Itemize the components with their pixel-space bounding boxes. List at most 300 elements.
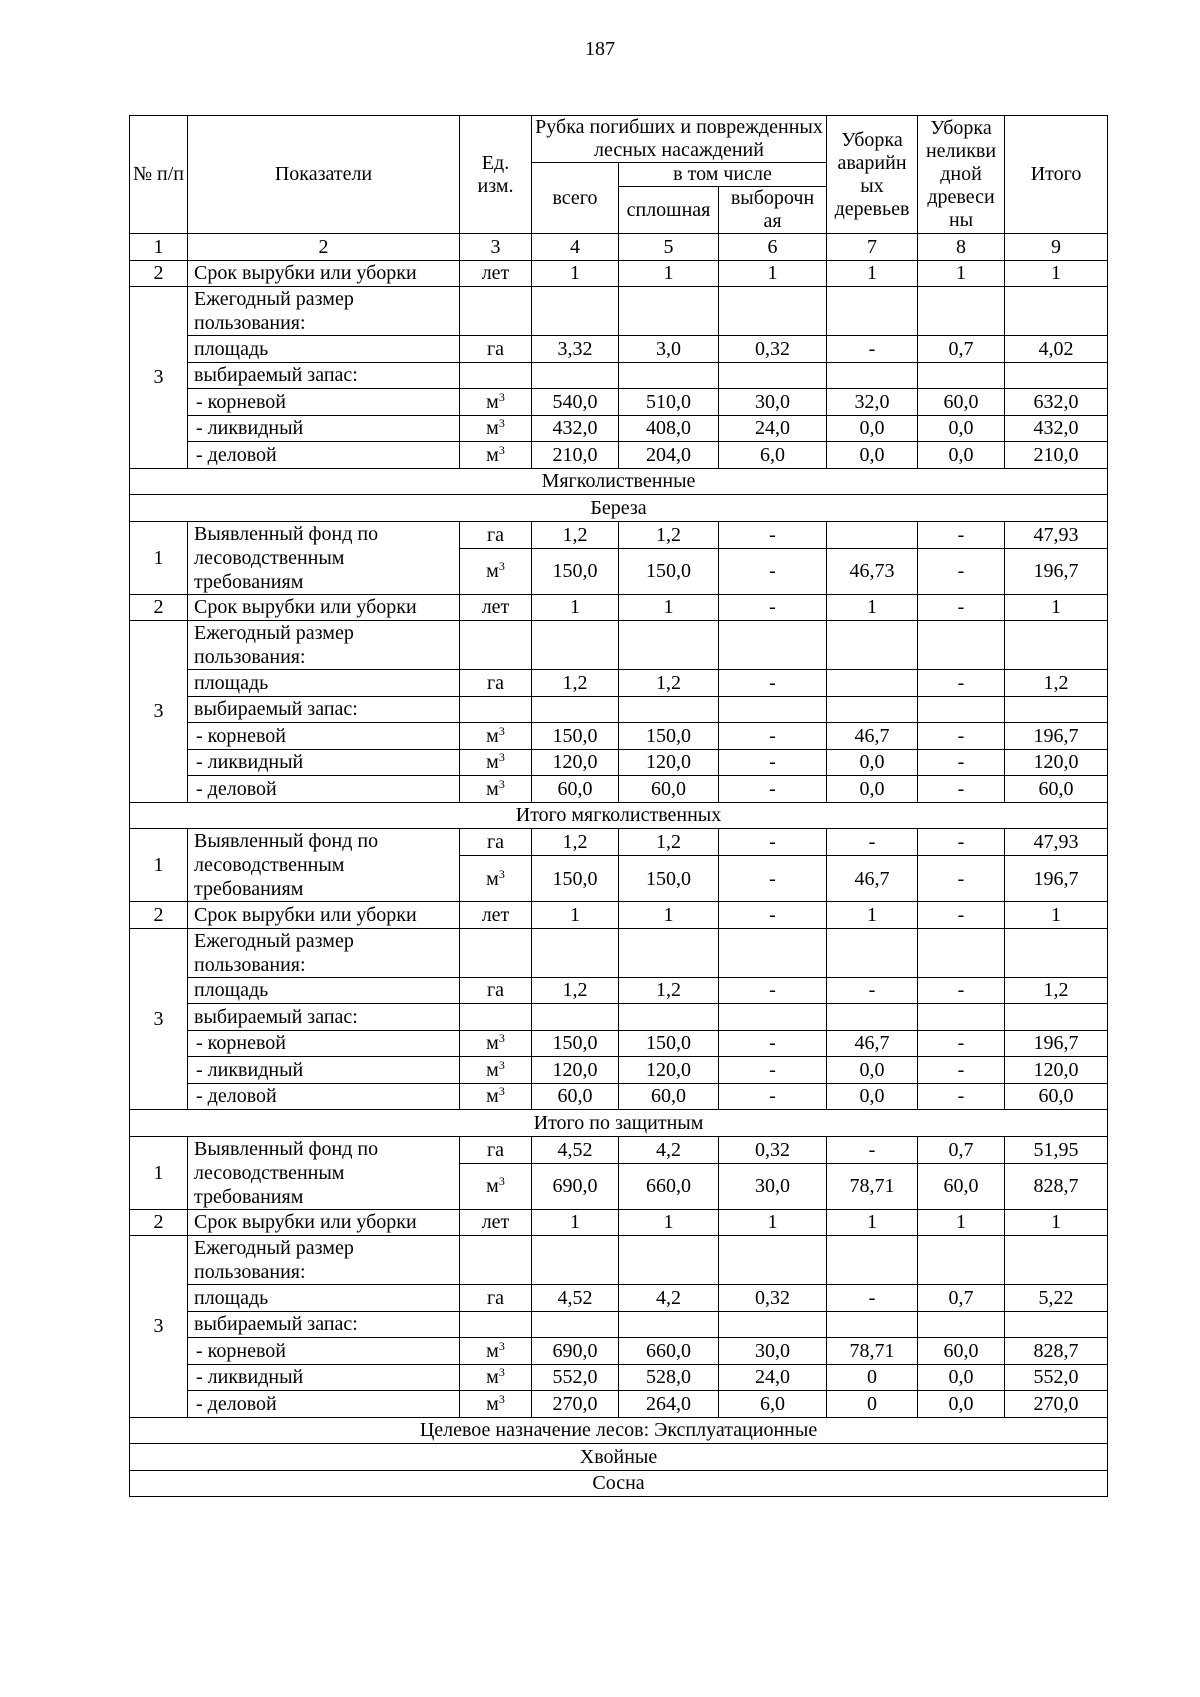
value-cell: 3,0	[619, 336, 719, 363]
row-label: выбираемый запас:	[188, 696, 460, 723]
unit-cell	[460, 776, 532, 803]
value-cell: -	[719, 521, 827, 548]
value-cell: 6,0	[719, 1391, 827, 1418]
column-number: 1	[130, 234, 188, 261]
unit-cell: га	[460, 1285, 532, 1312]
section-row	[130, 1417, 1108, 1444]
row-label: Выявленный фонд по лесоводственным требованиям	[188, 521, 460, 594]
section-title: Мягколиственные	[130, 468, 1108, 495]
row-number: 2	[130, 1209, 188, 1236]
unit-cube: 3	[498, 1057, 505, 1072]
value-cell: 46,7	[827, 856, 918, 902]
value-cell: -	[918, 594, 1005, 621]
value-cell: 210,0	[1005, 442, 1108, 469]
value-cell: 0,0	[827, 749, 918, 776]
row-label: - корневой	[188, 723, 460, 750]
value-cell: 60,0	[918, 389, 1005, 416]
value-cell: 1	[619, 1209, 719, 1236]
section-title: Целевое назначение лесов: Эксплуатационные	[130, 1417, 1108, 1444]
value-cell	[619, 1311, 719, 1338]
table-row	[130, 442, 1108, 469]
value-cell	[532, 287, 619, 336]
value-cell	[1005, 287, 1108, 336]
unit-cell: га	[460, 1136, 532, 1163]
value-cell: 60,0	[532, 1083, 619, 1110]
row-label: выбираемый запас:	[188, 1004, 460, 1031]
row-label: площадь	[188, 336, 460, 363]
value-cell: 690,0	[532, 1338, 619, 1365]
header-num: № п/п	[130, 116, 188, 234]
value-cell: 120,0	[619, 749, 719, 776]
table-row	[130, 1285, 1108, 1312]
value-cell: 1	[619, 902, 719, 929]
table-row	[130, 1391, 1108, 1418]
value-cell: 264,0	[619, 1391, 719, 1418]
unit-cell	[460, 621, 532, 670]
value-cell: 60,0	[532, 776, 619, 803]
value-cell: 46,73	[827, 548, 918, 594]
value-cell: -	[918, 670, 1005, 697]
value-cell: 24,0	[719, 415, 827, 442]
unit-cell: га	[460, 336, 532, 363]
value-cell: 1	[719, 1209, 827, 1236]
section-row	[130, 1110, 1108, 1137]
row-number: 2	[130, 594, 188, 621]
value-cell: -	[918, 977, 1005, 1004]
value-cell: 30,0	[719, 389, 827, 416]
value-cell: 1	[1005, 594, 1108, 621]
value-cell: 60,0	[918, 1163, 1005, 1209]
row-label: Ежегодный размер пользования:	[188, 287, 460, 336]
value-cell: 1	[1005, 260, 1108, 287]
value-cell	[719, 621, 827, 670]
value-cell: 1	[719, 260, 827, 287]
value-cell	[1005, 362, 1108, 389]
value-cell: 0,7	[918, 336, 1005, 363]
table-row	[130, 389, 1108, 416]
value-cell: -	[719, 1083, 827, 1110]
header-total-sub: всего	[532, 163, 619, 234]
table-row	[130, 696, 1108, 723]
value-cell: 1	[827, 260, 918, 287]
value-cell: 204,0	[619, 442, 719, 469]
unit-cube: 3	[498, 442, 505, 457]
unit-cube: 3	[498, 1084, 505, 1099]
value-cell	[827, 521, 918, 548]
row-number: 3	[130, 1236, 188, 1418]
unit-m: м	[486, 1339, 499, 1362]
value-cell: 46,7	[827, 1030, 918, 1057]
value-cell	[827, 928, 918, 977]
value-cell	[619, 621, 719, 670]
value-cell: 3,32	[532, 336, 619, 363]
row-label: Выявленный фонд по лесоводственным требованиям	[188, 1136, 460, 1209]
section-title: Береза	[130, 495, 1108, 522]
value-cell	[719, 1311, 827, 1338]
value-cell: 1,2	[619, 829, 719, 856]
value-cell: 1	[1005, 902, 1108, 929]
unit-cell: га	[460, 521, 532, 548]
row-label: - ликвидный	[188, 1057, 460, 1084]
unit-m: м	[486, 777, 499, 800]
unit-m: м	[486, 724, 499, 747]
value-cell: 0,0	[827, 1057, 918, 1084]
value-cell	[532, 362, 619, 389]
unit-m: м	[486, 1366, 499, 1389]
table-row	[130, 670, 1108, 697]
value-cell: 660,0	[619, 1338, 719, 1365]
unit-cube: 3	[498, 416, 505, 431]
value-cell: 4,2	[619, 1136, 719, 1163]
value-cell: 1,2	[532, 521, 619, 548]
value-cell: -	[827, 977, 918, 1004]
table-row	[130, 1030, 1108, 1057]
unit-cube: 3	[498, 866, 505, 881]
column-number-row	[130, 234, 1108, 261]
value-cell: 120,0	[532, 749, 619, 776]
value-cell: 30,0	[719, 1338, 827, 1365]
value-cell: -	[918, 856, 1005, 902]
unit-cell	[460, 696, 532, 723]
table-row	[130, 928, 1108, 977]
value-cell	[619, 696, 719, 723]
table-row	[130, 362, 1108, 389]
value-cell: 78,71	[827, 1338, 918, 1365]
value-cell: 47,93	[1005, 521, 1108, 548]
table-row	[130, 336, 1108, 363]
value-cell: 46,7	[827, 723, 918, 750]
value-cell	[532, 1004, 619, 1031]
value-cell: 0,0	[827, 442, 918, 469]
row-number: 3	[130, 621, 188, 803]
row-label: выбираемый запас:	[188, 362, 460, 389]
value-cell	[1005, 621, 1108, 670]
row-label: - ликвидный	[188, 1364, 460, 1391]
row-number: 2	[130, 902, 188, 929]
value-cell	[1005, 1236, 1108, 1285]
value-cell: 196,7	[1005, 856, 1108, 902]
table-row	[130, 829, 1108, 856]
value-cell: 1	[532, 594, 619, 621]
value-cell: 120,0	[532, 1057, 619, 1084]
unit-m: м	[486, 417, 499, 440]
value-cell	[619, 1004, 719, 1031]
value-cell	[1005, 1004, 1108, 1031]
unit-cell	[460, 389, 532, 416]
value-cell: 1	[827, 902, 918, 929]
value-cell: 0	[827, 1391, 918, 1418]
value-cell: 150,0	[532, 856, 619, 902]
unit-cube: 3	[498, 1031, 505, 1046]
value-cell: 4,2	[619, 1285, 719, 1312]
unit-cell	[460, 749, 532, 776]
unit-cube: 3	[498, 1365, 505, 1380]
value-cell: 4,02	[1005, 336, 1108, 363]
forest-use-table	[129, 115, 1108, 1497]
value-cell: 60,0	[1005, 1083, 1108, 1110]
value-cell: 78,71	[827, 1163, 918, 1209]
value-cell: 150,0	[532, 1030, 619, 1057]
value-cell: -	[827, 336, 918, 363]
value-cell	[1005, 1311, 1108, 1338]
value-cell	[918, 287, 1005, 336]
unit-m: м	[486, 1175, 499, 1198]
value-cell	[1005, 696, 1108, 723]
value-cell	[532, 1236, 619, 1285]
value-cell	[532, 696, 619, 723]
value-cell: 60,0	[619, 1083, 719, 1110]
value-cell	[719, 1004, 827, 1031]
row-number: 2	[130, 260, 188, 287]
value-cell: -	[918, 548, 1005, 594]
value-cell: -	[719, 977, 827, 1004]
table-row	[130, 1311, 1108, 1338]
header-indicators: Показатели	[188, 116, 460, 234]
value-cell	[918, 1311, 1005, 1338]
section-row	[130, 1444, 1108, 1471]
value-cell: 1	[532, 1209, 619, 1236]
unit-cube: 3	[498, 1174, 505, 1189]
row-label: Срок вырубки или уборки	[188, 902, 460, 929]
row-label: - деловой	[188, 1083, 460, 1110]
value-cell: -	[918, 776, 1005, 803]
unit-cell: лет	[460, 260, 532, 287]
value-cell: 0	[827, 1364, 918, 1391]
value-cell: -	[918, 902, 1005, 929]
value-cell: 0,7	[918, 1285, 1005, 1312]
value-cell: -	[918, 1030, 1005, 1057]
section-title: Сосна	[130, 1470, 1108, 1497]
value-cell: 6,0	[719, 442, 827, 469]
row-label: - корневой	[188, 1338, 460, 1365]
value-cell: 120,0	[1005, 1057, 1108, 1084]
row-label: площадь	[188, 670, 460, 697]
value-cell: -	[719, 594, 827, 621]
unit-cell	[460, 928, 532, 977]
value-cell	[827, 1004, 918, 1031]
value-cell: -	[719, 1030, 827, 1057]
value-cell	[719, 362, 827, 389]
table-row	[130, 749, 1108, 776]
unit-cell: лет	[460, 1209, 532, 1236]
row-number: 3	[130, 287, 188, 469]
value-cell: 1,2	[1005, 670, 1108, 697]
value-cell	[827, 362, 918, 389]
row-label: Ежегодный размер пользования:	[188, 928, 460, 977]
unit-cell	[460, 856, 532, 902]
value-cell: 60,0	[1005, 776, 1108, 803]
value-cell: 1	[1005, 1209, 1108, 1236]
unit-cell	[460, 415, 532, 442]
table-row	[130, 1004, 1108, 1031]
unit-m: м	[486, 1032, 499, 1055]
value-cell: 552,0	[1005, 1364, 1108, 1391]
header-emergency: Уборка аварийн ых деревьев	[827, 116, 918, 234]
row-label: - ликвидный	[188, 415, 460, 442]
value-cell	[918, 1236, 1005, 1285]
value-cell: 196,7	[1005, 723, 1108, 750]
header-selective: выборочн ая	[719, 187, 827, 234]
unit-cube: 3	[498, 389, 505, 404]
table-row	[130, 1057, 1108, 1084]
value-cell	[918, 362, 1005, 389]
value-cell: 510,0	[619, 389, 719, 416]
unit-cell	[460, 442, 532, 469]
unit-cell	[460, 1083, 532, 1110]
header-unit: Ед. изм.	[460, 116, 532, 234]
unit-cell	[460, 1057, 532, 1084]
row-label: - корневой	[188, 389, 460, 416]
value-cell: 0,7	[918, 1136, 1005, 1163]
value-cell: 30,0	[719, 1163, 827, 1209]
unit-cell: га	[460, 670, 532, 697]
table-row	[130, 415, 1108, 442]
value-cell: 120,0	[1005, 749, 1108, 776]
value-cell: 60,0	[918, 1338, 1005, 1365]
value-cell	[619, 362, 719, 389]
value-cell: -	[827, 1285, 918, 1312]
table-row	[130, 287, 1108, 336]
value-cell: 1,2	[619, 977, 719, 1004]
column-number: 6	[719, 234, 827, 261]
unit-m: м	[486, 1058, 499, 1081]
row-number: 1	[130, 521, 188, 594]
value-cell: 150,0	[619, 723, 719, 750]
value-cell	[719, 1236, 827, 1285]
unit-cell	[460, 1030, 532, 1057]
row-label: площадь	[188, 977, 460, 1004]
row-label: - деловой	[188, 776, 460, 803]
table-row	[130, 977, 1108, 1004]
value-cell: 1,2	[532, 670, 619, 697]
table-body	[130, 234, 1108, 1497]
unit-cell	[460, 723, 532, 750]
value-cell: -	[827, 829, 918, 856]
table-row	[130, 260, 1108, 287]
value-cell	[719, 928, 827, 977]
table-header	[130, 116, 1108, 234]
value-cell: 1	[532, 260, 619, 287]
unit-m: м	[486, 443, 499, 466]
unit-cell	[460, 1364, 532, 1391]
value-cell: 660,0	[619, 1163, 719, 1209]
row-label: - деловой	[188, 442, 460, 469]
value-cell: 1,2	[532, 977, 619, 1004]
value-cell: 150,0	[619, 1030, 719, 1057]
value-cell	[918, 928, 1005, 977]
row-label: - ликвидный	[188, 749, 460, 776]
table-row	[130, 1083, 1108, 1110]
value-cell: 0,0	[827, 415, 918, 442]
unit-cell	[460, 1338, 532, 1365]
value-cell: 210,0	[532, 442, 619, 469]
value-cell: 0,0	[918, 415, 1005, 442]
value-cell: -	[918, 1057, 1005, 1084]
unit-cube: 3	[498, 1391, 505, 1406]
value-cell: 528,0	[619, 1364, 719, 1391]
value-cell	[827, 696, 918, 723]
value-cell: 540,0	[532, 389, 619, 416]
value-cell: 1,2	[532, 829, 619, 856]
section-title: Итого по защитным	[130, 1110, 1108, 1137]
value-cell: -	[719, 723, 827, 750]
column-number: 8	[918, 234, 1005, 261]
value-cell: 0,0	[827, 776, 918, 803]
value-cell	[532, 621, 619, 670]
column-number: 4	[532, 234, 619, 261]
value-cell: -	[827, 1136, 918, 1163]
value-cell: 150,0	[619, 856, 719, 902]
table-row	[130, 621, 1108, 670]
row-label: Ежегодный размер пользования:	[188, 621, 460, 670]
column-number: 9	[1005, 234, 1108, 261]
page-number: 187	[585, 38, 615, 60]
value-cell	[827, 287, 918, 336]
value-cell: 270,0	[532, 1391, 619, 1418]
unit-m: м	[486, 867, 499, 890]
value-cell: 1	[918, 260, 1005, 287]
header-including: в том числе	[619, 163, 827, 187]
unit-cell: га	[460, 977, 532, 1004]
table-row	[130, 1236, 1108, 1285]
row-label: Срок вырубки или уборки	[188, 1209, 460, 1236]
unit-cube: 3	[498, 1338, 505, 1353]
value-cell: -	[918, 1083, 1005, 1110]
unit-cell	[460, 1311, 532, 1338]
unit-cube: 3	[498, 776, 505, 791]
value-cell: 1	[532, 902, 619, 929]
row-label: Срок вырубки или уборки	[188, 594, 460, 621]
row-label: Срок вырубки или уборки	[188, 260, 460, 287]
value-cell: 0,0	[918, 1391, 1005, 1418]
value-cell: 1	[827, 594, 918, 621]
value-cell: 1	[827, 1209, 918, 1236]
header-felling-group: Рубка погибших и поврежденных лесных насаждений	[532, 116, 827, 163]
unit-cell	[460, 1163, 532, 1209]
value-cell: -	[719, 1057, 827, 1084]
unit-cell	[460, 362, 532, 389]
value-cell: 432,0	[1005, 415, 1108, 442]
unit-m: м	[486, 560, 499, 583]
value-cell	[918, 621, 1005, 670]
value-cell: 270,0	[1005, 1391, 1108, 1418]
unit-m: м	[486, 1085, 499, 1108]
value-cell	[619, 287, 719, 336]
table-row	[130, 723, 1108, 750]
value-cell: 1,2	[1005, 977, 1108, 1004]
value-cell: -	[918, 749, 1005, 776]
value-cell: 828,7	[1005, 1163, 1108, 1209]
value-cell	[918, 1004, 1005, 1031]
value-cell: 47,93	[1005, 829, 1108, 856]
value-cell: 1	[619, 260, 719, 287]
value-cell: 4,52	[532, 1285, 619, 1312]
unit-cell: га	[460, 829, 532, 856]
row-label: выбираемый запас:	[188, 1311, 460, 1338]
row-number: 3	[130, 928, 188, 1110]
unit-cell	[460, 1004, 532, 1031]
value-cell	[827, 670, 918, 697]
value-cell: 60,0	[619, 776, 719, 803]
unit-cube: 3	[498, 559, 505, 574]
value-cell: -	[719, 776, 827, 803]
row-label: Ежегодный размер пользования:	[188, 1236, 460, 1285]
value-cell: -	[719, 670, 827, 697]
header-clear: сплошная	[619, 187, 719, 234]
table-row	[130, 776, 1108, 803]
value-cell: 24,0	[719, 1364, 827, 1391]
value-cell: 828,7	[1005, 1338, 1108, 1365]
